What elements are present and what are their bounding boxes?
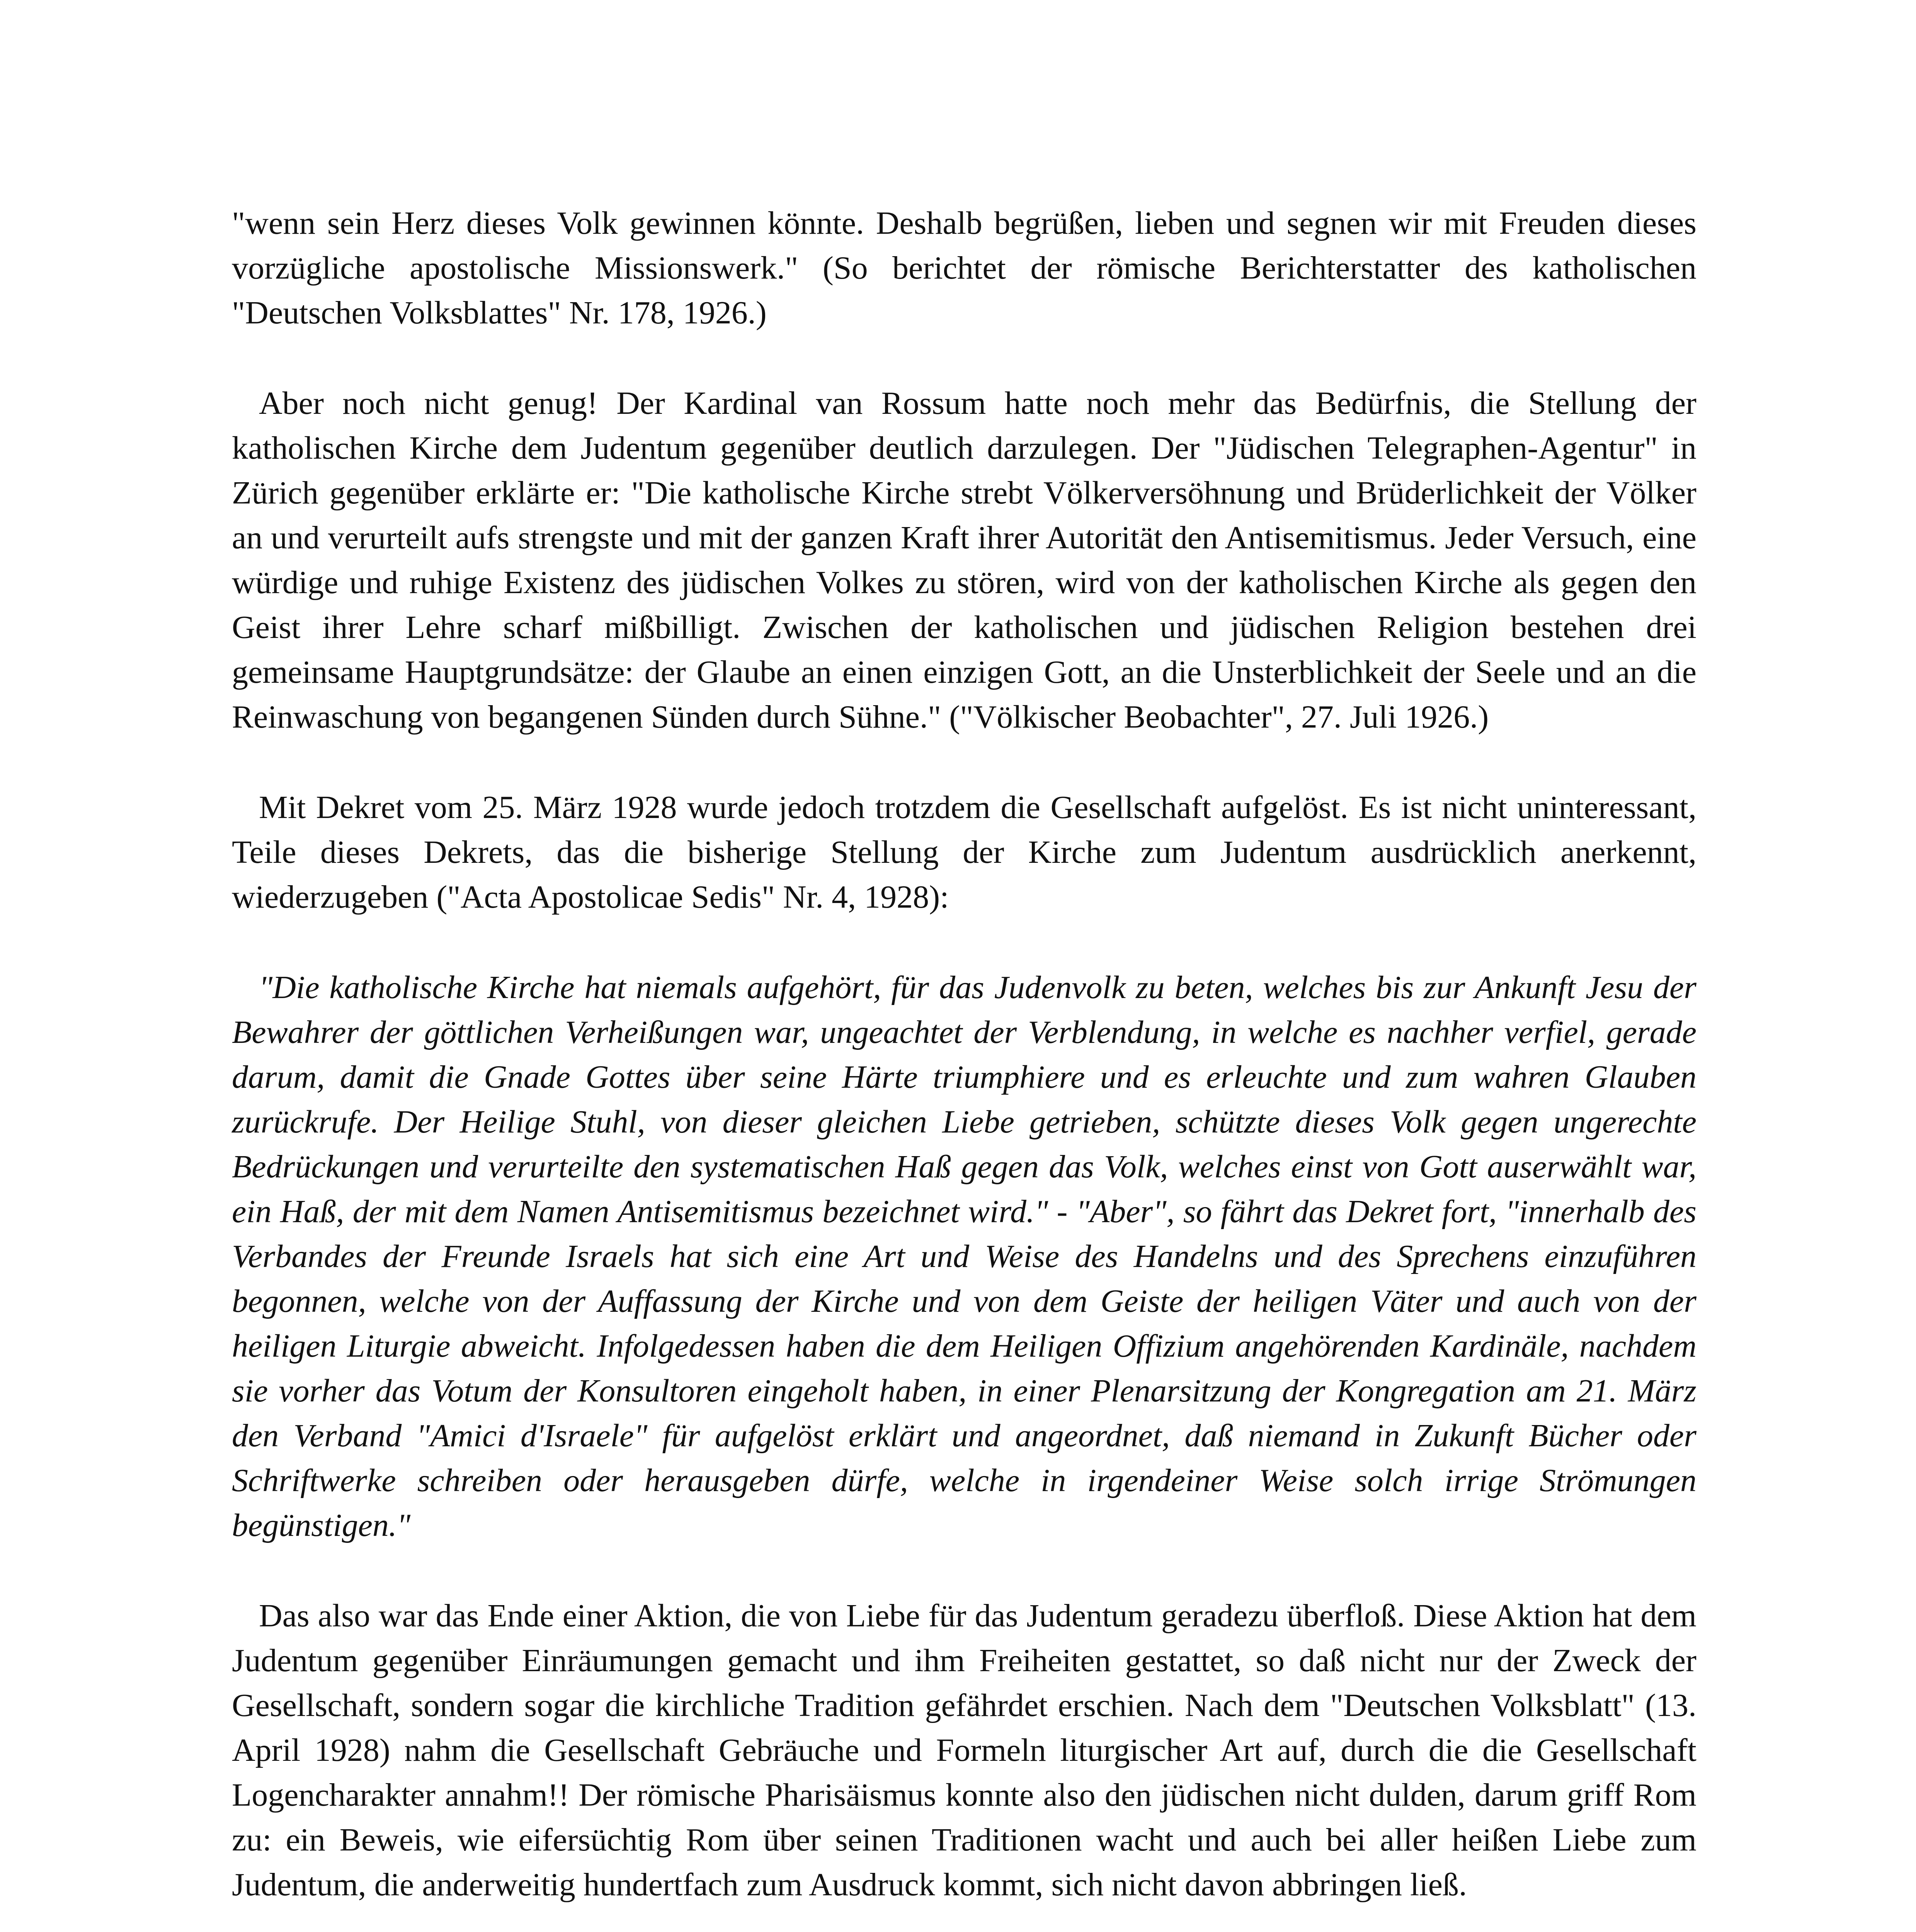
- paragraph-3: Mit Dekret vom 25. März 1928 wurde jedoch trotzdem die Gesellschaft aufgelöst. Es ist nicht uninteressant, Teile dieses Dekrets, das die bisherige Stellung der Kirche zum Judentum ausdrücklich anerkennt, wiederzugeben ("Acta Apostolicae Sedis" Nr. 4, 1928):: [232, 789, 1696, 915]
- page-body: [232, 201, 1696, 1932]
- paragraph-gap: [232, 1548, 1696, 1594]
- paragraph-gap: [232, 920, 1696, 965]
- paragraph-2: Aber noch nicht genug! Der Kardinal van Rossum hatte noch mehr das Bedürfnis, die Stellung der katholischen Kirche dem Judentum gegenüber deutlich darzulegen. Der "Jüdischen Telegraphen-Agentur" in Zürich gegenüber erklärte er: "Die katholische Kirche strebt Völkerversöhnung und Brüderlichkeit der Völker an und verurteilt aufs strengste und mit der ganzen Kraft ihrer Autorität den Antisemitismus. Jeder Versuch, eine würdige und ruhige Existenz des jüdischen Volkes zu stören, wird von der katholischen Kirche als gegen den Geist ihrer Lehre scharf mißbilligt. Zwischen der katholischen und jüdischen Religion bestehen drei gemeinsame Hauptgrundsätze: der Glaube an einen einzigen Gott, an die Unsterblichkeit der Seele und an die Reinwaschung von begangenen Sünden durch Sühne." ("Völkischer Beobachter", 27. Juli 1926.): [232, 385, 1696, 735]
- paragraph-gap: [232, 1907, 1696, 1932]
- paragraph-4: Das also war das Ende einer Aktion, die von Liebe für das Judentum geradezu überfloß. Diese Aktion hat dem Judentum gegenüber Einräumungen gemacht und ihm Freiheiten gestattet, so daß nicht nur der Zweck der Gesellschaft, sondern sogar die kirchliche Tradition gefährdet erschien. Nach dem "Deutschen Volksblatt" (13. April 1928) nahm die Gesellschaft Gebräuche und Formeln liturgischer Art auf, durch die die Gesellschaft Logencharakter annahm!! Der römische Pharisäismus konnte also den jüdischen nicht dulden, darum griff Rom zu: ein Beweis, wie eifersüchtig Rom über seinen Traditionen wacht und auch bei aller heißen Liebe zum Judentum, die anderweitig hundertfach zum Ausdruck kommt, sich nicht davon abbringen ließ.: [232, 1598, 1696, 1903]
- paragraph-1: "wenn sein Herz dieses Volk gewinnen könnte. Deshalb begrüßen, lieben und segnen wir mit Freuden dieses vorzügliche apostolische Missionswerk." (So berichtet der römische Berichterstatter des katholischen "Deutschen Volksblattes" Nr. 178, 1926.): [232, 205, 1696, 331]
- paragraph-gap: [232, 335, 1696, 381]
- quote-decree: "Die katholische Kirche hat niemals aufgehört, für das Judenvolk zu beten, welches bis zur Ankunft Jesu der Bewahrer der göttlichen Verheißungen war, ungeachtet der Verblendung, in welche es nachher verfiel, gerade darum, damit die Gnade Gottes über seine Härte triumphiere und es erleuchte und zum wahren Glauben zurückrufe. Der Heilige Stuhl, von dieser gleichen Liebe getrieben, schützte dieses Volk gegen ungerechte Bedrückungen und verurteilte den systematischen Haß gegen das Volk, welches einst von Gott auserwählt war, ein Haß, der mit dem Namen Antisemitismus bezeichnet wird." - "Aber", so fährt das Dekret fort, "innerhalb des Verbandes der Freunde Israels hat sich eine Art und Weise des Handelns und des Sprechens einzuführen begonnen, welche von der Auffassung der Kirche und von dem Geiste der heiligen Väter und auch von der heiligen Liturgie abweicht. Infolgedessen haben die dem Heiligen Offizium angehörenden Kardinäle, nachdem sie vorher das Votum der Konsultoren eingeholt haben, in einer Plenarsitzung der Kongregation am 21. März den Verband "Amici d'Israele" für aufgelöst erklärt und angeordnet, daß niemand in Zukunft Bücher oder Schriftwerke schreiben oder herausgeben dürfe, welche in irgendeiner Weise solch irrige Strömungen begünstigen.": [232, 969, 1696, 1543]
- paragraph-gap: [232, 740, 1696, 785]
